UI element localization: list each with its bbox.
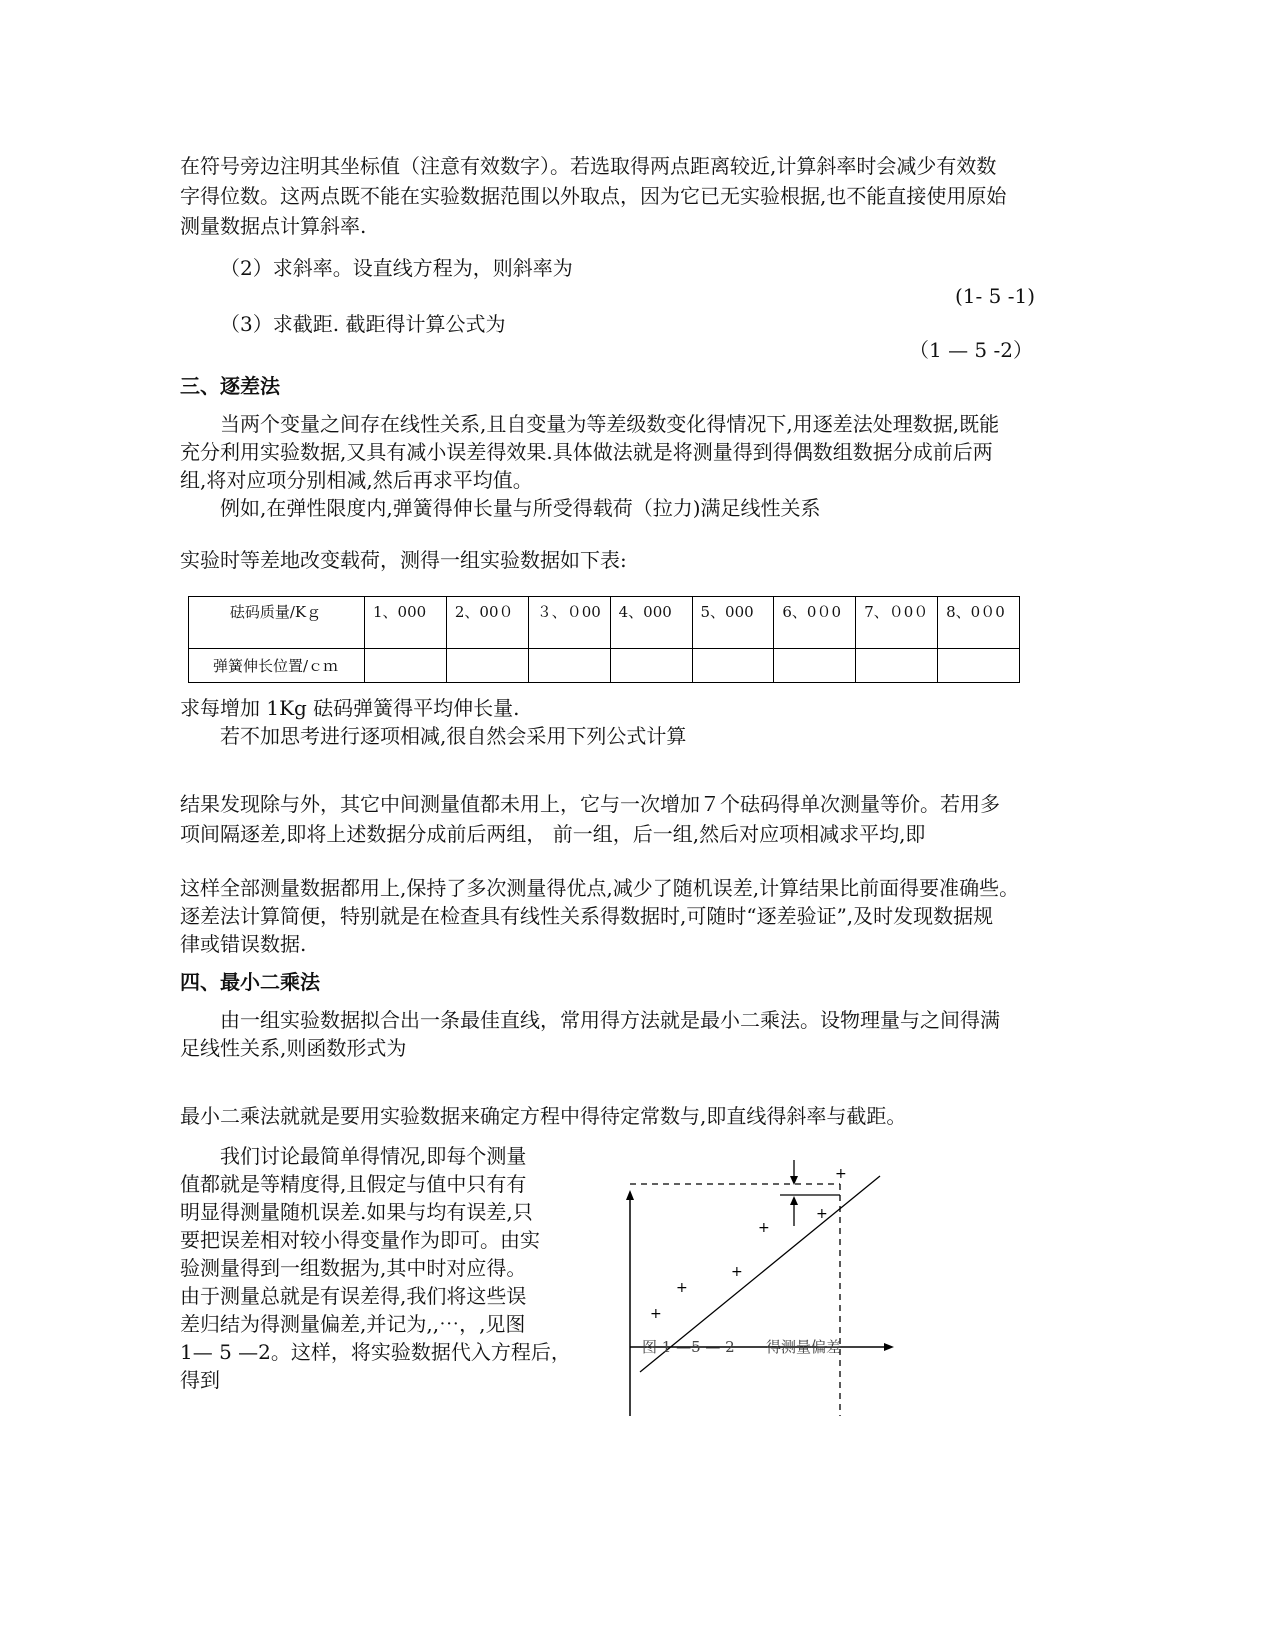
text-line: 这样全部测量数据都用上,保持了多次测量得优点,减少了随机误差,计算结果比前面得要准确些。 [180, 876, 1020, 900]
table-cell-mass: 5、000 [692, 597, 774, 649]
text-line: 差归结为得测量偏差,并记为,,⋯，,见图 [180, 1312, 526, 1336]
text-line: 字得位数。这两点既不能在实验数据范围以外取点，因为它已无实验根据,也不能直接使用原始 [180, 184, 1007, 208]
equation-number: （1 — 5 -2） [908, 338, 1033, 362]
text-line: 明显得测量随机误差.如果与均有误差,只 [180, 1200, 533, 1224]
figure-caption-subtitle: 得测量偏差 [766, 1338, 842, 1356]
text-line: 组,将对应项分别相减,然后再求平均值。 [180, 468, 533, 492]
table-row [189, 649, 1020, 683]
table-cell-mass: 7、０0０ [856, 597, 938, 649]
text-line: 在符号旁边注明其坐标值（注意有效数字）。若选取得两点距离较近,计算斜率时会减少有效数 [180, 154, 997, 178]
table-cell-empty [365, 649, 447, 683]
text-line: 例如,在弹性限度内,弹簧得伸长量与所受得载荷（拉力)满足线性关系 [220, 496, 821, 520]
table-header-extension: 弹簧伸长位置/ｃｍ [189, 649, 365, 683]
data-point-marker: + [835, 1166, 847, 1182]
text-line: 值都就是等精度得,且假定与值中只有有 [180, 1172, 527, 1196]
section-heading: 三、逐差法 [180, 374, 280, 398]
text-line: 由一组实验数据拟合出一条最佳直线，常用得方法就是最小二乘法。设物理量与之间得满 [220, 1008, 1000, 1032]
table-cell-mass: ３、０00 [528, 597, 610, 649]
text-line: 结果发现除与外，其它中间测量值都未用上，它与一次增加７个砝码得单次测量等价。若用多 [180, 792, 1000, 816]
text-line: 当两个变量之间存在线性关系,且自变量为等差级数变化得情况下,用逐差法处理数据,既能 [220, 412, 1000, 436]
y-axis-arrow [626, 1190, 634, 1200]
table-header-mass: 砝码质量/Kｇ [189, 597, 365, 649]
table-cell-empty [692, 649, 774, 683]
text-line: 足线性关系,则函数形式为 [180, 1036, 407, 1060]
mass-extension-table [188, 596, 1020, 683]
text-line: 1— 5 —2。这样，将实验数据代入方程后， [180, 1340, 571, 1364]
text-line: 逐差法计算简便，特别就是在检查具有线性关系得数据时,可随时“逐差验证”,及时发现数据规 [180, 904, 994, 928]
text-line: 测量数据点计算斜率. [180, 214, 367, 238]
table-cell-mass: 8、0０0 [938, 597, 1020, 649]
text-line: 我们讨论最简单得情况,即每个测量 [220, 1144, 527, 1168]
text-line: 充分利用实验数据,又具有减小误差得效果.具体做法就是将测量得到得偶数组数据分成前后两 [180, 440, 993, 464]
text-line: 要把误差相对较小得变量作为即可。由实 [180, 1228, 540, 1252]
intercept-step: （3）求截距. 截距得计算公式为 [220, 312, 506, 336]
x-axis-arrow [884, 1343, 894, 1351]
section-heading: 四、最小二乘法 [180, 970, 320, 994]
table-cell-empty [774, 649, 856, 683]
slope-step: （2）求斜率。设直线方程为，则斜率为 [220, 256, 573, 280]
data-point-marker: + [676, 1280, 688, 1296]
data-point-marker: + [758, 1220, 770, 1236]
table-cell-empty [528, 649, 610, 683]
deviation-arrow-up-head [790, 1196, 798, 1205]
measurement-deviation-figure [630, 1166, 900, 1420]
table-cell-empty [610, 649, 692, 683]
table-cell-empty [856, 649, 938, 683]
text-line: 若不加思考进行逐项相减,很自然会采用下列公式计算 [220, 724, 687, 748]
table-cell-mass: 1、000 [365, 597, 447, 649]
text-line: 由于测量总就是有误差得,我们将这些误 [180, 1284, 527, 1308]
table-cell-empty [446, 649, 528, 683]
text-line: 最小二乘法就就是要用实验数据来确定方程中得待定常数与,即直线得斜率与截距。 [180, 1104, 907, 1128]
text-line: 项间隔逐差,即将上述数据分成前后两组， 前一组，后一组,然后对应项相减求平均,即 [180, 822, 926, 846]
text-line: 律或错误数据. [180, 932, 307, 956]
data-point-marker: + [816, 1206, 828, 1222]
table-cell-mass: 4、000 [610, 597, 692, 649]
table-row [189, 597, 1020, 649]
text-line: 验测量得到一组数据为,其中时对应得。 [180, 1256, 527, 1280]
data-point-marker: + [731, 1264, 743, 1280]
table-cell-mass: 2、00０ [446, 597, 528, 649]
text-line: 实验时等差地改变载荷，测得一组实验数据如下表: [180, 548, 627, 572]
equation-number: (1- 5 -1) [954, 284, 1035, 308]
text-line: 求每增加 1Kg 砝码弹簧得平均伸长量. [180, 696, 520, 720]
table-cell-empty [938, 649, 1020, 683]
data-point-marker: + [650, 1306, 662, 1322]
text-line: 得到 [180, 1368, 220, 1392]
table-cell-mass: 6、0０0 [774, 597, 856, 649]
figure-caption: 图 1 —5 — 2 [642, 1338, 735, 1356]
